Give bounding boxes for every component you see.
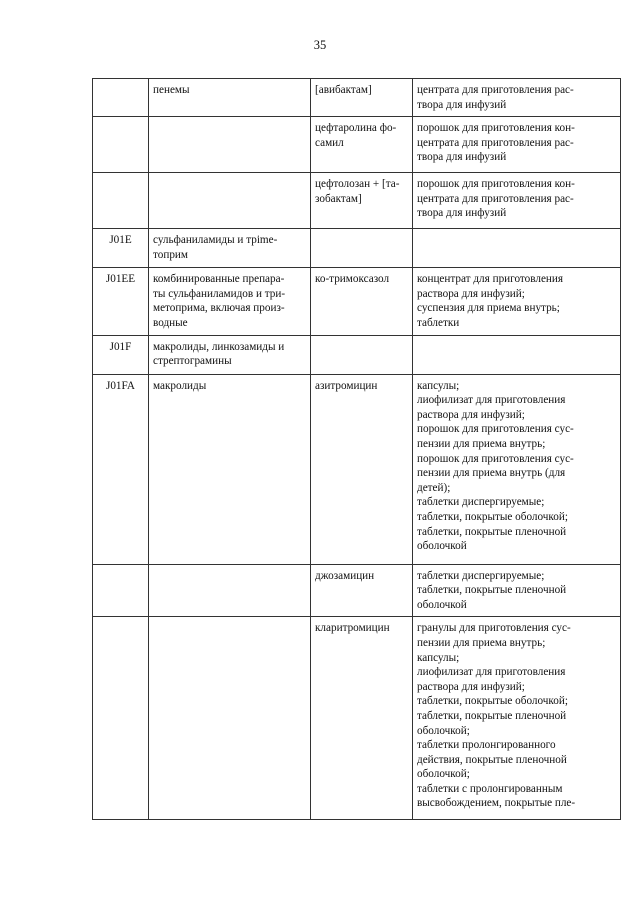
cell-line: таблетки, покрытые пленочной xyxy=(417,525,567,538)
group-cell xyxy=(149,617,311,820)
cell-line: таблетки пролонгированного xyxy=(417,739,556,752)
drug-name-cell xyxy=(311,617,413,820)
cell-line: стрептограмины xyxy=(153,355,232,368)
cell-line: раствора для инфузий; xyxy=(417,408,525,421)
drug-name-cell xyxy=(311,117,413,173)
group-cell xyxy=(149,173,311,229)
group-cell xyxy=(149,564,311,617)
cell-line: макролиды, линкозамиды и xyxy=(153,340,285,353)
cell-line: порошок для приготовления кон- xyxy=(417,122,575,135)
dosage-form-cell xyxy=(413,617,621,820)
cell-line: порошок для приготовления сус- xyxy=(417,452,574,465)
cell-line: концентрат для приготовления xyxy=(417,273,564,286)
cell-line: высвобождением, покрытые пле- xyxy=(417,797,576,810)
cell-line: зобактам] xyxy=(315,192,362,205)
cell-line: раствора для инфузий; xyxy=(417,287,525,300)
cell-line: [авибактам] xyxy=(315,84,372,96)
cell-line: капсулы; xyxy=(417,651,460,664)
cell-line: капсулы; xyxy=(417,379,460,392)
dosage-form-cell xyxy=(413,79,621,117)
cell-line: комбинированные препара- xyxy=(153,273,285,286)
atc-code-cell xyxy=(93,117,149,173)
drug-name-cell xyxy=(311,335,413,374)
cell-line: центрата для приготовления рас- xyxy=(417,192,574,205)
cell-line: ты сульфаниламидов и три- xyxy=(153,287,286,300)
cell-line: суспензия для приема внутрь; xyxy=(417,302,560,315)
table-row xyxy=(93,79,621,117)
atc-code-cell: J01E xyxy=(93,229,149,268)
cell-line: пенемы xyxy=(153,84,190,96)
cell-line: пензии для приема внутрь (для xyxy=(417,467,566,480)
cell-line: центрата для приготовления рас- xyxy=(417,84,574,96)
group-cell xyxy=(149,374,311,564)
dosage-form-cell xyxy=(413,229,621,268)
cell-line: лиофилизат для приготовления xyxy=(417,666,566,679)
cell-line: самил xyxy=(315,136,344,149)
cell-line: твора для инфузий xyxy=(417,207,507,220)
cell-line: оболочкой; xyxy=(417,768,470,781)
atc-code-cell xyxy=(93,564,149,617)
drug-name-cell xyxy=(311,268,413,335)
dosage-form-cell xyxy=(413,173,621,229)
cell-line: оболочкой; xyxy=(417,724,470,737)
dosage-form-cell xyxy=(413,117,621,173)
cell-line: джозамицин xyxy=(315,569,375,582)
group-cell xyxy=(149,335,311,374)
table-row xyxy=(93,374,621,564)
cell-line: таблетки, покрытые оболочкой; xyxy=(417,695,568,708)
cell-line: таблетки диспергируемые; xyxy=(417,569,545,582)
cell-line: пензии для приема внутрь; xyxy=(417,636,546,649)
cell-line: оболочкой xyxy=(417,598,467,611)
drug-name-cell xyxy=(311,173,413,229)
cell-line: таблетки диспергируемые; xyxy=(417,496,545,509)
table-row xyxy=(93,268,621,335)
cell-line: таблетки, покрытые пленочной xyxy=(417,584,567,597)
page-number: 35 xyxy=(313,38,327,52)
group-cell xyxy=(149,229,311,268)
group-cell xyxy=(149,268,311,335)
table-row xyxy=(93,564,621,617)
table-row xyxy=(93,173,621,229)
table-row xyxy=(93,617,621,820)
cell-line: азитромицин xyxy=(315,379,378,392)
cell-line: ко-тримоксазол xyxy=(315,273,390,286)
group-cell xyxy=(149,117,311,173)
cell-line: таблетки, покрытые оболочкой; xyxy=(417,510,568,523)
cell-line: раствора для инфузий; xyxy=(417,680,525,693)
table-row xyxy=(93,229,621,268)
atc-code-cell: J01F xyxy=(93,335,149,374)
cell-line: пензии для приема внутрь; xyxy=(417,437,546,450)
atc-code-cell xyxy=(93,173,149,229)
dosage-form-cell xyxy=(413,268,621,335)
cell-line: лиофилизат для приготовления xyxy=(417,394,566,407)
table-row xyxy=(93,117,621,173)
atc-code-cell xyxy=(93,617,149,820)
cell-line: твора для инфузий xyxy=(417,151,507,164)
dosage-form-cell xyxy=(413,564,621,617)
drug-name-cell xyxy=(311,374,413,564)
dosage-form-cell xyxy=(413,374,621,564)
cell-line: макролиды xyxy=(153,379,207,392)
cell-line: таблетки с пролонгированным xyxy=(417,782,563,795)
cell-line: цефтаролина фо- xyxy=(315,122,397,135)
cell-line: порошок для приготовления сус- xyxy=(417,423,574,436)
table-row xyxy=(93,335,621,374)
cell-line: порошок для приготовления кон- xyxy=(417,178,575,191)
drug-name-cell xyxy=(311,229,413,268)
cell-line: оболочкой xyxy=(417,540,467,553)
cell-line: цефтолозан + [та- xyxy=(315,178,400,191)
cell-line: метоприма, включая произ- xyxy=(153,302,285,315)
drug-table xyxy=(92,78,621,820)
dosage-form-cell xyxy=(413,335,621,374)
cell-line: топрим xyxy=(153,248,188,261)
cell-line: действия, покрытые пленочной xyxy=(417,753,567,766)
cell-line: гранулы для приготовления сус- xyxy=(417,622,571,635)
cell-line: таблетки xyxy=(417,316,460,329)
atc-code-cell: J01FA xyxy=(93,374,149,564)
cell-line: детей); xyxy=(417,481,451,494)
atc-code-cell xyxy=(93,79,149,117)
group-cell xyxy=(149,79,311,117)
cell-line: твора для инфузий xyxy=(417,98,507,111)
cell-line: таблетки, покрытые пленочной xyxy=(417,709,567,722)
cell-line: водные xyxy=(153,316,188,329)
cell-line: кларитромицин xyxy=(315,622,390,635)
drug-name-cell xyxy=(311,564,413,617)
cell-line: центрата для приготовления рас- xyxy=(417,136,574,149)
drug-name-cell xyxy=(311,79,413,117)
cell-line: сульфаниламиды и трime- xyxy=(153,234,278,247)
atc-code-cell: J01EE xyxy=(93,268,149,335)
